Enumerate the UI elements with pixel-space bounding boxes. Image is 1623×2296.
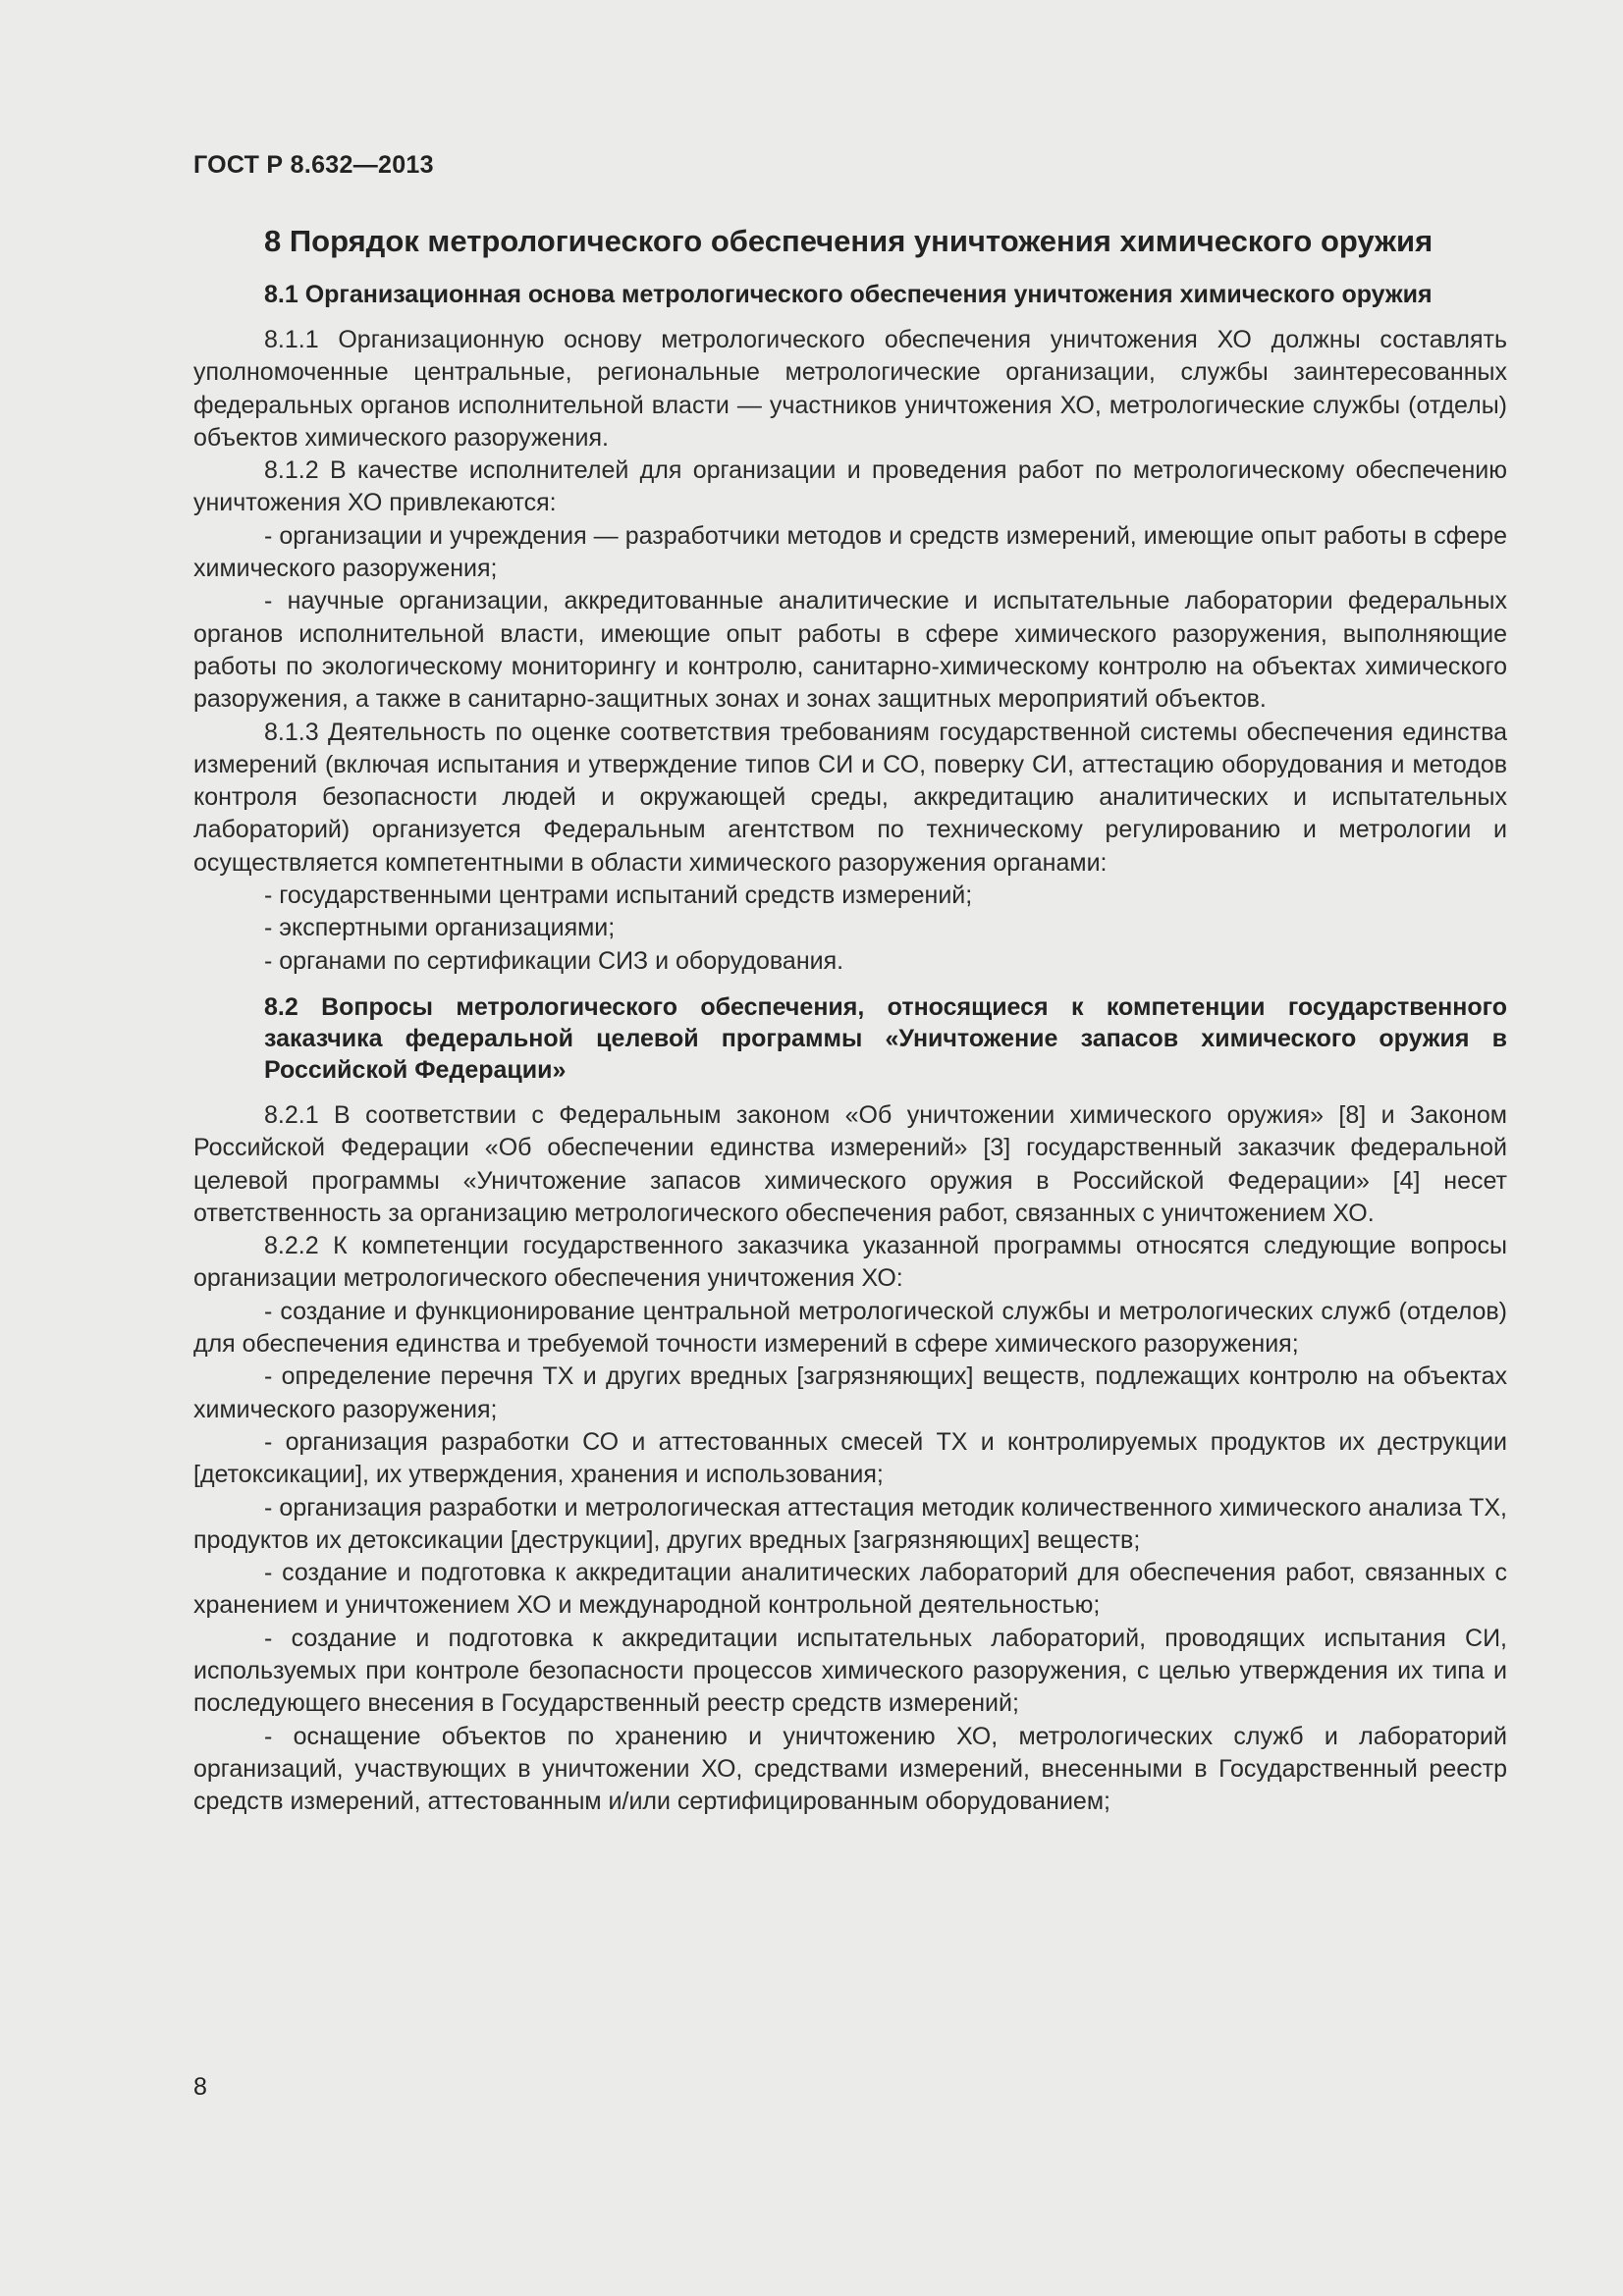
paragraph-8-2-1: 8.2.1 В соответствии с Федеральным законом «Об уничтожении химического оружия» [8] и Законом Российской Федерации «Об обеспечении единства измерений» [3] государственный заказчик федеральной целевой программы «Уничтожение запасов химического оружия в Российской Федерации» [4] несет ответственность за организацию метрологического обеспечения работ, связанных с уничтожением ХО. bbox=[193, 1100, 1507, 1227]
section-title: 8 Порядок метрологического обеспечения уничтожения химического оружия bbox=[264, 224, 1434, 258]
list-item: - оснащение объектов по хранению и уничтожению ХО, метрологических служб и лабораторий организаций, участвующих в уничтожении ХО, средствами измерений, внесенными в Государственный реестр средств измерений, аттестованным и/или сертифицированным оборудованием; bbox=[193, 1722, 1507, 1816]
list-item: - государственными центрами испытаний средств измерений; bbox=[264, 881, 973, 910]
list-item: - определение перечня ТХ и других вредных [загрязняющих] веществ, подлежащих контролю на объектах химического разоружения; bbox=[193, 1362, 1507, 1423]
list-item: - организации и учреждения — разработчики методов и средств измерений, имеющие опыт работы в сфере химического разоружения; bbox=[193, 521, 1507, 583]
list-item: - создание и подготовка к аккредитации испытательных лабораторий, проводящих испытания СИ, используемых при контроле безопасности процессов химического разоружения, с целью утверждения их типа и последующего внесения в Государственный реестр средств измерений; bbox=[193, 1624, 1507, 1718]
paragraph-8-1-1: 8.1.1 Организационную основу метрологического обеспечения уничтожения ХО должны составлять уполномоченные центральные, региональные метрологические организации, службы заинтересованных федеральных органов исполнительной власти — участников уничтожения ХО, метрологические службы (отделы) объектов химического разоружения. bbox=[193, 326, 1507, 452]
subsection-title-8-2: 8.2 Вопросы метрологического обеспечения, относящиеся к компетенции государственного заказчика федеральной целевой программы «Уничтожение запасов химического оружия в Российской Федерации» bbox=[264, 992, 1507, 1084]
list-item: - научные организации, аккредитованные аналитические и испытательные лаборатории федеральных органов исполнительной власти, имеющие опыт работы в сфере химического разоружения, выполняющие работы по экологическому мониторингу и контролю, санитарно-химическому контролю на объектах химического разоружения, а также в санитарно-защитных зонах и зонах защитных мероприятий объектов. bbox=[193, 587, 1507, 714]
paragraph-8-2-2: 8.2.2 К компетенции государственного заказчика указанной программы относятся следующие вопросы организации метрологического обеспечения уничтожения ХО: bbox=[193, 1232, 1507, 1293]
page-number: 8 bbox=[193, 2073, 207, 2101]
list-item: - органами по сертификации СИЗ и оборудования. bbox=[264, 946, 844, 975]
list-item: - организация разработки и метрологическая аттестация методик количественного химического анализа ТХ, продуктов их детоксикации [деструкции], других вредных [загрязняющих] веществ; bbox=[193, 1493, 1507, 1554]
list-item: - организация разработки СО и аттестованных смесей ТХ и контролируемых продуктов их деструкции [детоксикации], их утверждения, хранения и использования; bbox=[193, 1427, 1507, 1489]
standard-code-header: ГОСТ Р 8.632—2013 bbox=[193, 151, 434, 179]
list-item: - экспертными организациями; bbox=[264, 914, 616, 942]
paragraph-8-1-2: 8.1.2 В качестве исполнителей для организации и проведения работ по метрологическому обеспечению уничтожения ХО привлекаются: bbox=[193, 456, 1507, 517]
paragraph-8-1-3: 8.1.3 Деятельность по оценке соответствия требованиям государственной системы обеспечения единства измерений (включая испытания и утверждение типов СИ и СО, поверку СИ, аттестацию оборудования и методов контроля безопасности людей и окружающей среды, аккредитацию аналитических и испытательных лабораторий) организуется Федеральным агентством по техническому регулированию и метрологии и осуществляется компетентными в области химического разоружения органами: bbox=[193, 718, 1507, 877]
list-item: - создание и подготовка к аккредитации аналитических лабораторий для обеспечения работ, связанных с хранением и уничтожением ХО и международной контрольной деятельностью; bbox=[193, 1559, 1507, 1620]
subsection-title-8-1: 8.1 Организационная основа метрологического обеспечения уничтожения химического оружия bbox=[264, 281, 1433, 308]
document-body bbox=[193, 222, 1507, 1818]
list-item: - создание и функционирование центральной метрологической службы и метрологических служб (отделов) для обеспечения единства и требуемой точности измерений в сфере химического разоружения; bbox=[193, 1297, 1507, 1359]
